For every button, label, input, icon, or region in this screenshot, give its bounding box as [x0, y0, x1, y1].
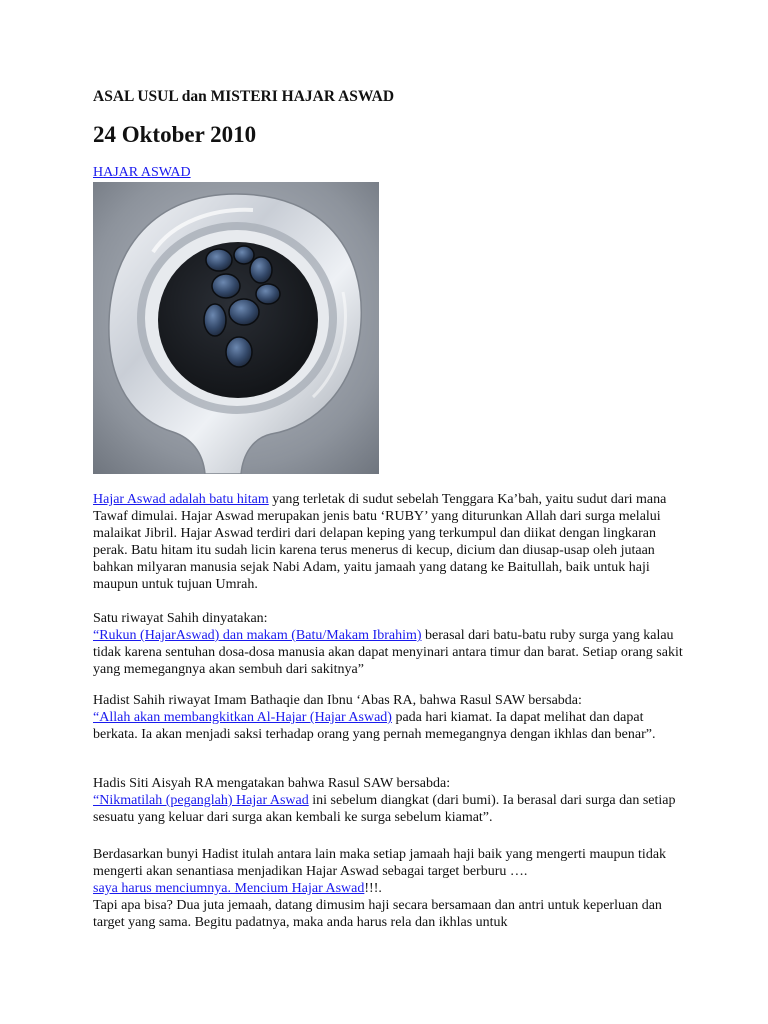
- paragraph-text: ini sebelum diangkat (dari bumi). Ia berasal dari surga dan setiap sesuatu yang keluar dari surga akan kembali ke surga sebelum kiamat”.: [93, 793, 676, 825]
- paragraph-intro: Hadist Sahih riwayat Imam Bathaqie dan Ibnu ‘Abas RA, bahwa Rasul SAW bersabda:: [93, 693, 582, 708]
- paragraph-riwayat-sahih: [93, 610, 683, 678]
- post-date: 24 Oktober 2010: [93, 122, 257, 147]
- paragraph-intro: Hadis Siti Aisyah RA mengatakan bahwa Rasul SAW bersabda:: [93, 776, 451, 791]
- paragraph-definition: [93, 491, 683, 593]
- paragraph-berdasarkan: [93, 846, 683, 931]
- link-hajar-aswad-batu-hitam[interactable]: Hajar Aswad adalah batu hitam: [93, 492, 269, 507]
- link-nikmatilah[interactable]: “Nikmatilah (peganglah) Hajar Aswad: [93, 793, 309, 808]
- paragraph-after-link: !!!.: [364, 881, 382, 896]
- document-heading: ASAL USUL dan MISTERI HAJAR ASWAD: [93, 88, 395, 105]
- image-caption-link[interactable]: HAJAR ASWAD: [93, 165, 191, 180]
- paragraph-intro: Satu riwayat Sahih dinyatakan:: [93, 611, 268, 626]
- paragraph-text: berasal dari batu-batu ruby surga yang kalau tidak karena sentuhan dosa-dosa manusia akan dapat menyinari antara timur dan barat. Setiap orang sakit yang memegangnya akan sembuh dari sakitnya”: [93, 628, 683, 677]
- paragraph-intro: Berdasarkan bunyi Hadist itulah antara lain maka setiap jamaah haji baik yang mengerti maupun tidak mengerti akan senantiasa menjadikan Hajar Aswad sebagai target berburu ….: [93, 847, 667, 879]
- paragraph-text: yang terletak di sudut sebelah Tenggara Ka’bah, yaitu sudut dari mana Tawaf dimulai. Hajar Aswad merupakan jenis batu ‘RUBY’ yang diturunkan Allah dari surga melalui malaikat Jibril. Hajar Aswad terdiri dari delapan keping yang terkumpul dan diikat dengan lingkaran perak. Batu hitam itu sudah licin karena terus menerus di kecup, dicium dan diusap-usap oleh jutaan bahkan milyaran manusia sejak Nabi Adam, yaitu jamaah yang datang ke Baitullah, baik untuk haji maupun untuk tujuan Umrah.: [93, 492, 667, 592]
- hajar-aswad-illustration: [93, 182, 379, 474]
- paragraph-hadis-aisyah: [93, 775, 683, 826]
- paragraph-hadist-bathaqie: [93, 692, 683, 743]
- link-allah-membangkitkan[interactable]: “Allah akan membangkitkan Al-Hajar (Hajar Aswad): [93, 710, 392, 725]
- paragraph-text: Tapi apa bisa? Dua juta jemaah, datang dimusim haji secara bersamaan dan antri untuk keperluan dan target yang sama. Begitu padatnya, maka anda harus rela dan ikhlas untuk: [93, 898, 662, 930]
- hajar-aswad-photo: [93, 182, 379, 474]
- link-mencium-hajar-aswad[interactable]: saya harus menciumnya. Mencium Hajar Aswad: [93, 881, 365, 896]
- link-rukun-makam[interactable]: “Rukun (HajarAswad) dan makam (Batu/Makam Ibrahim): [93, 628, 422, 643]
- paragraph-text: pada hari kiamat. Ia dapat melihat dan dapat berkata. Ia akan menjadi saksi terhadap orang yang pernah memegangnya dengan ikhlas dan benar”.: [93, 710, 656, 742]
